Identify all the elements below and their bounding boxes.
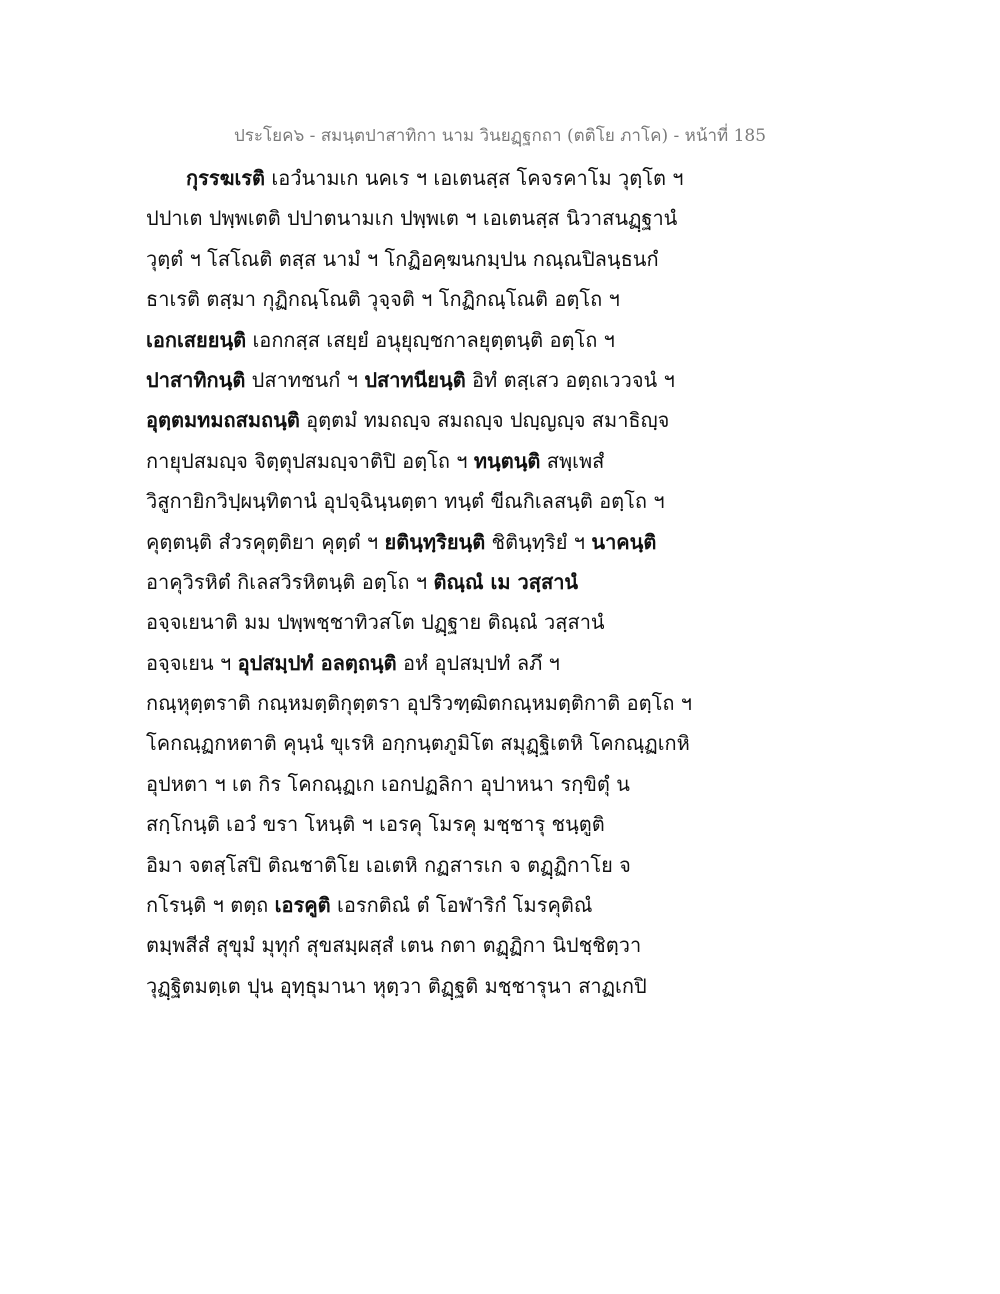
headword: อุปสมฺปทํ อลตฺถนฺติ (237, 650, 397, 675)
text-segment: ชิตินฺทฺริยํ ฯ (485, 529, 592, 554)
text-line (146, 158, 866, 198)
headword: ยตินฺทฺริยนฺติ (384, 529, 486, 554)
text-line (146, 522, 866, 562)
text-segment: โคกณฺฏกหตาติ คุนฺนํ ขุเรหิ อกฺกนฺตภูมิโต สมุฏฺฐิเตหิ โคกณฺฏเกหิ (146, 731, 690, 756)
text-line (146, 764, 866, 804)
page-header: ประโยค๖ - สมนฺตปาสาทิกา นาม วินยฏฺฐกถา (ตติโย ภาโค) - หน้าที่ 185 (233, 126, 767, 146)
text-line (146, 602, 866, 642)
text-line (146, 885, 866, 925)
text-line (146, 683, 866, 723)
text-segment: อิทํ ตสฺเสว อตฺถเววจนํ ฯ (465, 367, 675, 392)
text-segment: อจฺจเยน ฯ (146, 650, 238, 675)
text-line (146, 239, 866, 279)
headword: อุตฺตมทมถสมถนฺติ (146, 408, 300, 433)
headword: กุรรฆเรติ (186, 166, 266, 190)
text-segment: อุปหตา ฯ เต กิร โคกณฺฏเก เอกปฏลิกา อุปาหนา รกฺขิตุํ น (146, 771, 630, 796)
text-segment: ธาเรติ ตสฺมา กุฏิกณฺโณติ วุจฺจติ ฯ โกฏิกณฺโณติ อตฺโถ ฯ (146, 287, 620, 312)
text-segment: สกฺโกนฺติ เอวํ ขรา โหนฺติ ฯ เอรคุ โมรคุ มชฺชารุ ชนฺตูติ (146, 812, 605, 837)
headword: ติณฺณํ เม วสฺสานํ (433, 569, 579, 594)
headword: เอรคูติ (274, 893, 331, 918)
headword: นาคนฺติ (591, 529, 657, 554)
text-line (146, 279, 866, 319)
text-segment: อิมา จตสฺโสปิ ติณชาติโย เอเตหิ กฏสารเก จ ตฏฺฏิกาโย จ (146, 852, 631, 877)
text-segment: เอกกสฺส เสยฺยํ อนุยุญฺชกาลยุตฺตนฺติ อตฺโถ ฯ (246, 327, 615, 352)
text-line (146, 804, 866, 844)
text-line (146, 925, 866, 965)
text-line (146, 320, 866, 360)
text-line (146, 360, 866, 400)
text-segment: อุตฺตมํ ทมถญฺจ สมถญฺจ ปญฺญญฺจ สมาธิญฺจ (299, 408, 670, 433)
text-segment: คุตฺตนฺติ สํวรคุตฺติยา คุตฺตํ ฯ (146, 529, 385, 554)
body-text (146, 158, 866, 1006)
text-line (146, 562, 866, 602)
text-segment: กโรนฺติ ฯ ตตฺถ (146, 893, 275, 918)
text-segment: อหํ อุปสมฺปทํ ลภึ ฯ (396, 650, 560, 675)
text-segment: อาคุวิรหิตํ กิเลสวิรหิตนฺติ อตฺโถ ฯ (146, 569, 434, 594)
headword: ปสาทนียนฺติ (364, 367, 466, 392)
text-segment: กณฺหุตฺตราติ กณฺหมตฺติกุตฺตรา อุปริวฑฺฒิตกณฺหมตฺติกาติ อตฺโถ ฯ (146, 691, 693, 716)
text-line (146, 198, 866, 238)
text-segment: เอรกติณํ ตํ โอฬาริกํ โมรคุติณํ (330, 893, 593, 918)
text-segment: สพฺเพสํ (540, 448, 605, 473)
text-line (146, 441, 866, 481)
text-line (146, 481, 866, 521)
text-segment: ตมฺพสีสํ สุขุมํ มุทุกํ สุขสมฺผสฺสํ เตน กตา ตฏฺฏิกา นิปชฺชิตฺวา (146, 933, 642, 958)
text-line (146, 400, 866, 440)
text-segment: กายุปสมญฺจ จิตฺตุปสมญฺจาติปิ อตฺโถ ฯ (146, 448, 474, 473)
text-line (146, 845, 866, 885)
headword: ปาสาทิกนฺติ (146, 367, 246, 392)
text-segment: วุตฺตํ ฯ โสโณติ ตสฺส นามํ ฯ โกฏิอคฺฆนกมฺปน กณฺณปิลนฺธนกํ (146, 246, 659, 271)
headword: ทนฺตนฺติ (473, 448, 541, 473)
headword: เอกเสยยนฺติ (146, 327, 247, 352)
text-segment: อจฺจเยนาติ มม ปพฺพชฺชาทิวสโต ปฏฺฐาย ติณฺณํ วสฺสานํ (146, 610, 605, 635)
text-line (146, 723, 866, 763)
text-segment: วิสูกายิกวิปฺผนฺทิตานํ อุปจฺฉินฺนตฺตา ทนฺตํ ขีณกิเลสนฺติ อตฺโถ ฯ (146, 489, 665, 514)
text-segment: เอวํนามเก นคเร ฯ เอเตนสฺส โคจรคาโม วุตฺโต ฯ (265, 166, 684, 190)
text-line (146, 643, 866, 683)
text-segment: วุฏฺฐิตมตฺเต ปุน อุทฺธุมานา หุตฺวา ติฏฺฐติ มชฺชารุนา สาฏเกปิ (146, 973, 647, 998)
text-segment: ปสาทชนกํ ฯ (245, 367, 365, 392)
text-line (146, 966, 866, 1006)
text-segment: ปปาเต ปพฺพเตติ ปปาตนามเก ปพฺพเต ฯ เอเตนสฺส นิวาสนฏฺฐานํ (146, 206, 678, 231)
